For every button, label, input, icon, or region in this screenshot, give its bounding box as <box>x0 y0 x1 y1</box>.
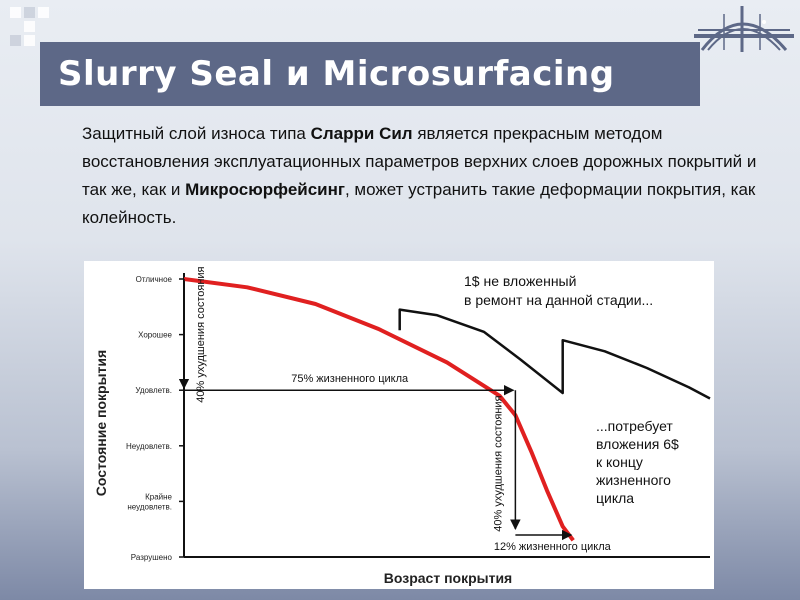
para-bold-slurry-seal: Сларри Сил <box>310 124 413 143</box>
para-text-3: , может устранить такие деформации покрытия, как колейность. <box>82 180 756 227</box>
annotation-horizontal: 12% жизненного цикла <box>493 541 611 553</box>
y-tick-label: Отличное <box>135 275 172 284</box>
callout-will-require: ...потребует вложения 6$ к концу жизненного цикла <box>596 418 679 506</box>
title-bar <box>40 42 700 106</box>
y-tick-label: Разрушено <box>130 553 172 562</box>
annotation-vertical: 40% ухудшения состояния <box>195 266 207 403</box>
description-paragraph <box>82 120 762 232</box>
black-condition-curve <box>400 310 710 399</box>
y-tick-label: Крайне неудовлетв. <box>127 492 172 512</box>
annotation-horizontal: 75% жизненного цикла <box>291 373 409 386</box>
slide-title: Slurry Seal и Microsurfacing <box>58 54 615 94</box>
x-axis-label: Возраст покрытия <box>383 570 513 586</box>
y-tick-label: Хорошее <box>138 330 172 340</box>
y-tick-label: Неудовлетв. <box>125 441 172 451</box>
bridge-logo-icon <box>694 2 794 56</box>
para-bold-microsurfacing: Микросюрфейсинг <box>185 180 345 199</box>
chart-svg <box>84 261 714 589</box>
annotation-vertical: 40% ухудшения состояния <box>492 395 505 532</box>
pavement-condition-chart <box>84 261 714 589</box>
y-axis-label: Состояние покрытия <box>93 349 109 497</box>
para-text-1: Защитный слой износа типа <box>82 124 311 143</box>
y-tick-label: Удовлетв. <box>135 386 172 396</box>
para-text-2: является прекрасным методом восстановления эксплуатационных параметров верхних слоев дорожных покрытий и так же, как и <box>82 124 757 199</box>
callout-not-invested: 1$ не вложенный в ремонт на данной стадии... <box>464 273 654 308</box>
